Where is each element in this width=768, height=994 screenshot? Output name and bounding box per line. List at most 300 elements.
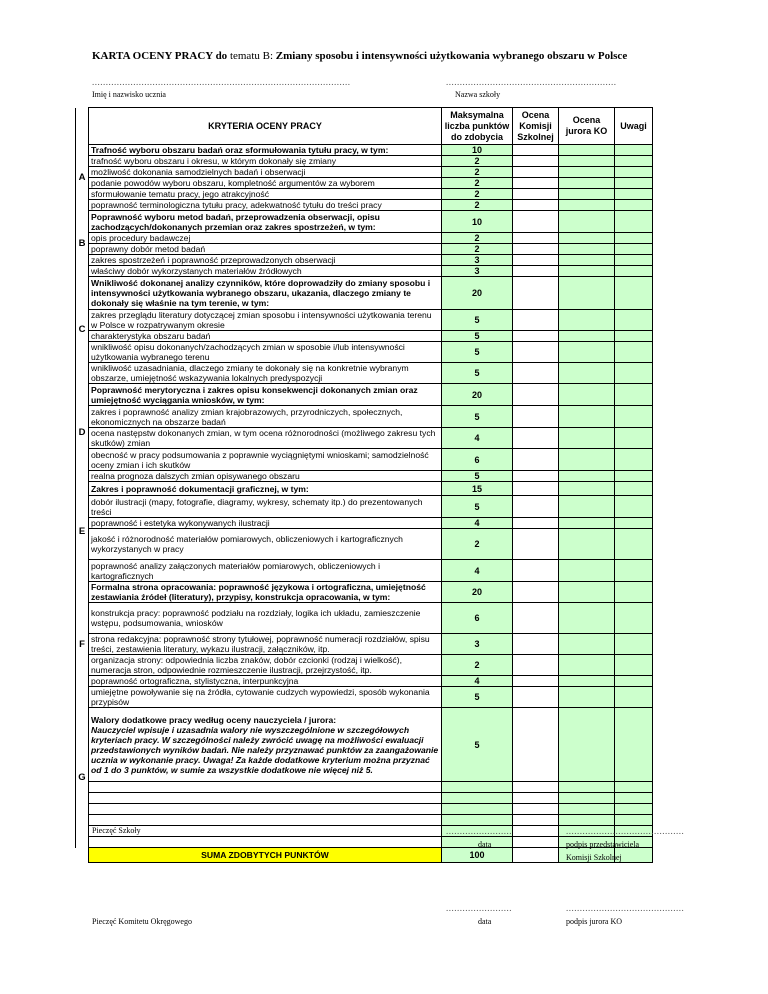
max-points: 5 [442, 331, 513, 342]
jury-score-cell[interactable] [559, 449, 615, 471]
criterion-label: możliwość dokonania samodzielnych badań i obserwacji [91, 167, 306, 177]
table-row [76, 145, 653, 156]
jury-score-cell[interactable] [559, 529, 615, 560]
table-row [76, 233, 653, 244]
extra-criterion-row [76, 815, 653, 826]
notes-cell[interactable] [615, 266, 653, 277]
criterion-label: zakres przeglądu literatury dotyczącej zmian sposobu i intensywności użytkowania terenu w Polsce w rozpatrywanym okresie [91, 310, 432, 330]
table-row [76, 200, 653, 211]
criterion-label: strona redakcyjna: poprawność strony tytułowej, poprawność numeracji rozdziałów, spisu treści, zestawienia literatury, wykazu ilustracji, załączników, itp. [91, 634, 430, 654]
school-stamp-label: Pieczęć Szkoły [92, 826, 141, 835]
table-row [76, 687, 653, 708]
notes-cell[interactable] [615, 200, 653, 211]
extra-max-points [442, 793, 513, 804]
notes-cell[interactable] [615, 145, 653, 156]
commission-score-cell[interactable] [513, 384, 559, 406]
max-points: 6 [442, 603, 513, 634]
extra-max-points [442, 782, 513, 793]
max-points: 2 [442, 233, 513, 244]
notes-cell[interactable] [615, 815, 653, 826]
criterion-text [89, 156, 442, 167]
table-row [76, 428, 653, 449]
notes-cell[interactable] [615, 560, 653, 582]
notes-cell[interactable] [615, 277, 653, 310]
jury-score-cell[interactable] [559, 384, 615, 406]
jury-score-cell[interactable] [559, 200, 615, 211]
table-row [76, 266, 653, 277]
commission-score-cell[interactable] [513, 406, 559, 428]
title-topic: Zmiany sposobu i intensywności użytkowania wybranego obszaru w Polsce [275, 50, 628, 62]
criterion-label: zakres spostrzeżeń i poprawność przeprowadzonych obserwacji [91, 255, 336, 265]
section-letter-c: C [76, 277, 89, 384]
commission-score-cell[interactable] [513, 178, 559, 189]
commission-score-cell[interactable] [513, 782, 559, 793]
max-points: 4 [442, 518, 513, 529]
criterion-label: poprawny dobór metod badań [91, 244, 206, 254]
max-points: 2 [442, 178, 513, 189]
max-points: 2 [442, 156, 513, 167]
notes-cell[interactable] [615, 582, 653, 603]
criterion-label: poprawność terminologiczna tytułu pracy, adekwatność tytułu do treści pracy [91, 200, 382, 210]
table-row [76, 363, 653, 384]
commission-score-cell[interactable] [513, 815, 559, 826]
criterion-label: podanie powodów wyboru obszaru, kompletność argumentów za wyborem [91, 178, 375, 188]
jury-score-cell[interactable] [559, 560, 615, 582]
notes-cell[interactable] [615, 189, 653, 200]
commission-date-line[interactable]: ........................ [446, 826, 512, 836]
table-row [76, 471, 653, 482]
criterion-label: dobór ilustracji (mapy, fotografie, diagramy, wykresy, schematy itp.) do prezentowanych treści [91, 496, 423, 517]
criterion-label: Poprawność wyboru metod badań, przeprowadzenia obserwacji, opisu zachodzących/dokonanych przemian oraz zakres spostrzeżeń, w tym: [91, 211, 380, 232]
criterion-text [89, 529, 442, 560]
criterion-note: Nauczyciel wpisuje i uzasadnia walory nie wyszczególnione w szczegółowych kryteriach pracy. W szczególności należy zwrócić uwagę na możliwości ewaluacji przedstawionych wyników badań. Nie należy przyznawać punktów za zaangażowanie ucznia w wykonanie pracy. Uwaga! Za każde dodatkowe kryterium można przyznać od 1 do 3 punktów, w sumie za wszystkie dodatkowe nie więcej niż 5. [91, 724, 439, 775]
commission-score-cell[interactable] [513, 277, 559, 310]
assessment-table [75, 107, 653, 863]
extra-criterion-row [76, 804, 653, 815]
criterion-label: Trafność wyboru obszaru badań oraz sformułowania tytułu pracy, w tym: [91, 145, 389, 155]
notes-cell[interactable] [615, 655, 653, 676]
section-letter-e: E [76, 482, 89, 582]
jury-score-cell[interactable] [559, 310, 615, 331]
commission-score-cell[interactable] [513, 200, 559, 211]
commission-score-cell[interactable] [513, 363, 559, 384]
jury-score-cell[interactable] [559, 482, 615, 496]
max-points: 2 [442, 200, 513, 211]
max-points: 5 [442, 687, 513, 708]
notes-cell[interactable] [615, 331, 653, 342]
extra-criterion-text[interactable] [89, 782, 442, 793]
criterion-text [89, 676, 442, 687]
extra-criterion-text[interactable] [89, 837, 442, 848]
jury-score-cell[interactable] [559, 634, 615, 655]
max-points: 5 [442, 342, 513, 363]
jury-score-cell[interactable] [559, 708, 615, 782]
max-points: 6 [442, 449, 513, 471]
notes-cell[interactable] [615, 233, 653, 244]
notes-cell[interactable] [615, 804, 653, 815]
max-points: 5 [442, 363, 513, 384]
criterion-text [89, 310, 442, 331]
criterion-label: sformułowanie tematu pracy, jego atrakcyjność [91, 189, 270, 199]
notes-cell[interactable] [615, 178, 653, 189]
jury-date-label: data [478, 917, 492, 926]
max-points: 5 [442, 708, 513, 782]
table-row [76, 211, 653, 233]
extra-max-points [442, 837, 513, 848]
jury-score-cell[interactable] [559, 255, 615, 266]
jury-score-cell[interactable] [559, 244, 615, 255]
header-criteria: KRYTERIA OCENY PRACY [89, 108, 442, 145]
table-row [76, 655, 653, 676]
criterion-text [89, 255, 442, 266]
notes-cell[interactable] [615, 793, 653, 804]
notes-cell[interactable] [615, 482, 653, 496]
notes-cell[interactable] [615, 708, 653, 782]
notes-cell[interactable] [615, 384, 653, 406]
jury-score-cell[interactable] [559, 189, 615, 200]
commission-signature-line[interactable]: ........................................... [566, 826, 685, 836]
table-row [76, 603, 653, 634]
max-points: 10 [442, 145, 513, 156]
jury-score-cell[interactable] [559, 804, 615, 815]
criterion-label: obecność w pracy podsumowania z poprawnie wyciągniętymi wnioskami; samodzielność oceny zmian i ich skutków [91, 449, 429, 470]
assessment-table-body [76, 108, 653, 863]
commission-date-label: data [478, 840, 492, 849]
max-points: 4 [442, 428, 513, 449]
commission-score-cell[interactable] [513, 342, 559, 363]
criterion-text [89, 496, 442, 518]
criterion-label: umiejętne powoływanie się na źródła, cytowanie cudzych wypowiedzi, sposób wykonania przypisów [91, 687, 430, 707]
criterion-text [89, 342, 442, 363]
criterion-label: realna prognoza dalszych zmian opisywanego obszaru [91, 471, 300, 481]
title-mid: tematu B: [229, 50, 274, 62]
criterion-label: wnikliwość opisu dokonanych/zachodzących zmian w sposobie i/lub intensywności użytkowania wybranego terenu [91, 342, 405, 362]
max-points: 2 [442, 655, 513, 676]
commission-score-cell[interactable] [513, 189, 559, 200]
commission-score-cell[interactable] [513, 145, 559, 156]
notes-cell[interactable] [615, 496, 653, 518]
criterion-text [89, 560, 442, 582]
criterion-text [89, 384, 442, 406]
criterion-text [89, 233, 442, 244]
max-points: 4 [442, 676, 513, 687]
commission-score-cell[interactable] [513, 244, 559, 255]
table-row [76, 449, 653, 471]
commission-score-cell[interactable] [513, 687, 559, 708]
max-points: 3 [442, 255, 513, 266]
jury-score-cell[interactable] [559, 782, 615, 793]
max-points: 4 [442, 560, 513, 582]
section-letter-f: F [76, 582, 89, 708]
page-title [92, 50, 627, 62]
max-points: 3 [442, 634, 513, 655]
commission-score-cell[interactable] [513, 156, 559, 167]
notes-cell[interactable] [615, 211, 653, 233]
jury-score-cell[interactable] [559, 178, 615, 189]
commission-score-cell[interactable] [513, 310, 559, 331]
table-row [76, 178, 653, 189]
notes-cell[interactable] [615, 634, 653, 655]
notes-cell[interactable] [615, 406, 653, 428]
jury-score-cell[interactable] [559, 582, 615, 603]
max-points: 15 [442, 482, 513, 496]
section-letter-b: B [76, 211, 89, 277]
section-letter-a: A [76, 145, 89, 211]
table-row [76, 560, 653, 582]
criterion-text [89, 211, 442, 233]
notes-cell[interactable] [615, 310, 653, 331]
jury-score-cell[interactable] [559, 167, 615, 178]
extra-criterion-text[interactable] [89, 804, 442, 815]
extra-criterion-row [76, 782, 653, 793]
criterion-text [89, 428, 442, 449]
jury-score-cell[interactable] [559, 277, 615, 310]
table-row [76, 342, 653, 363]
table-row [76, 582, 653, 603]
jury-score-cell[interactable] [559, 145, 615, 156]
commission-signature-label-2: Komisji Szkolnej [566, 853, 622, 862]
criterion-label: poprawność analizy załączonych materiałów pomiarowych, obliczeniowych i kartograficznych [91, 560, 380, 581]
extra-criterion-text[interactable] [89, 793, 442, 804]
commission-score-cell[interactable] [513, 255, 559, 266]
criterion-label: konstrukcja pracy: poprawność podziału na rozdziały, logika ich układu, zamieszczenie wstępu, podsumowania, wniosków [91, 608, 421, 628]
student-name-label: Imię i nazwisko ucznia [92, 90, 166, 99]
criterion-text [89, 471, 442, 482]
criterion-label: jakość i różnorodność materiałów pomiarowych, obliczeniowych i kartograficznych wykorzystanych w pracy [91, 534, 403, 554]
table-row [76, 529, 653, 560]
header-commission: Ocena Komisji Szkolnej [513, 108, 559, 145]
notes-cell[interactable] [615, 449, 653, 471]
jury-score-cell[interactable] [559, 331, 615, 342]
max-points: 20 [442, 582, 513, 603]
jury-score-cell[interactable] [559, 676, 615, 687]
commission-score-cell[interactable] [513, 211, 559, 233]
max-points: 3 [442, 266, 513, 277]
criterion-label: poprawność ortograficzna, stylistyczna, interpunkcyjna [91, 676, 299, 686]
jury-score-cell[interactable] [559, 655, 615, 676]
criterion-text [89, 582, 442, 603]
commission-score-cell[interactable] [513, 603, 559, 634]
district-stamp-label: Pieczęć Komitetu Okręgowego [92, 917, 192, 926]
header-jury: Ocena jurora KO [559, 108, 615, 145]
jury-score-cell[interactable] [559, 687, 615, 708]
header-notes: Uwagi [615, 108, 653, 145]
criterion-label: organizacja strony: odpowiednia liczba znaków, dobór czcionki (rodzaj i wielkość), numeracja stron, odpowiednie rozmieszczenie ilustracji, przejrzystość, itp. [91, 655, 402, 675]
commission-score-cell[interactable] [513, 804, 559, 815]
extra-max-points [442, 815, 513, 826]
jury-score-cell[interactable] [559, 406, 615, 428]
jury-score-cell[interactable] [559, 342, 615, 363]
sum-label: SUMA ZDOBYTYCH PUNKTÓW [89, 848, 442, 863]
criterion-label: Walory dodatkowe pracy według oceny nauczyciela / jurora: [91, 714, 337, 725]
criterion-text [89, 145, 442, 156]
criterion-text [89, 687, 442, 708]
table-row [76, 167, 653, 178]
extra-criterion-text[interactable] [89, 826, 442, 837]
jury-score-cell[interactable] [559, 233, 615, 244]
table-row [76, 244, 653, 255]
max-points: 2 [442, 244, 513, 255]
sum-value: 100 [442, 848, 513, 863]
max-points: 2 [442, 529, 513, 560]
notes-cell[interactable] [615, 782, 653, 793]
commission-score-cell[interactable] [513, 837, 559, 848]
criterion-text [89, 634, 442, 655]
criterion-text [89, 363, 442, 384]
max-points: 2 [442, 167, 513, 178]
table-row [76, 634, 653, 655]
jury-signature-line[interactable]: ........................................... [566, 903, 685, 913]
commission-score-cell[interactable] [513, 582, 559, 603]
criterion-text [89, 482, 442, 496]
commission-score-cell[interactable] [513, 266, 559, 277]
commission-score-cell[interactable] [513, 482, 559, 496]
table-row [76, 406, 653, 428]
commission-score-cell[interactable] [513, 471, 559, 482]
school-name-line[interactable]: .............................................................. [446, 77, 617, 87]
header-letter-cell [76, 108, 89, 145]
school-name-label: Nazwa szkoły [455, 90, 501, 99]
criterion-text [89, 331, 442, 342]
criterion-text [89, 655, 442, 676]
criterion-label: charakterystyka obszaru badań [91, 331, 211, 341]
criterion-text [89, 603, 442, 634]
criterion-text [89, 449, 442, 471]
max-points: 2 [442, 189, 513, 200]
notes-cell[interactable] [615, 603, 653, 634]
commission-score-cell[interactable] [513, 655, 559, 676]
criterion-text [89, 708, 442, 782]
max-points: 10 [442, 211, 513, 233]
extra-criterion-row [76, 793, 653, 804]
jury-date-line[interactable]: ........................ [446, 903, 512, 913]
extra-criterion-text[interactable] [89, 815, 442, 826]
extra-max-points [442, 804, 513, 815]
sum-spacer [76, 848, 89, 863]
notes-cell[interactable] [615, 342, 653, 363]
commission-score-cell[interactable] [513, 496, 559, 518]
jury-score-cell[interactable] [559, 156, 615, 167]
table-row [76, 518, 653, 529]
notes-cell[interactable] [615, 244, 653, 255]
commission-signature-label-1: podpis przedstawiciela [566, 840, 640, 849]
notes-cell[interactable] [615, 687, 653, 708]
jury-score-cell[interactable] [559, 815, 615, 826]
max-points: 5 [442, 471, 513, 482]
criterion-text [89, 244, 442, 255]
commission-score-cell[interactable] [513, 708, 559, 782]
criterion-text [89, 406, 442, 428]
criterion-text [89, 266, 442, 277]
criterion-text [89, 277, 442, 310]
commission-score-cell[interactable] [513, 233, 559, 244]
notes-cell[interactable] [615, 471, 653, 482]
criterion-text [89, 189, 442, 200]
jury-score-cell[interactable] [559, 603, 615, 634]
criterion-label: zakres i poprawność analizy zmian krajobrazowych, przyrodniczych, społecznych, ekonomicznych na obszarze badań [91, 406, 403, 427]
jury-score-cell[interactable] [559, 471, 615, 482]
section-letter-d: D [76, 384, 89, 482]
table-row [76, 384, 653, 406]
table-row [76, 496, 653, 518]
commission-score-cell[interactable] [513, 826, 559, 837]
notes-cell[interactable] [615, 529, 653, 560]
criterion-label: trafność wyboru obszaru i okresu, w którym dokonały się zmiany [91, 156, 337, 166]
header-max-points: Maksymalna liczba punktów do zdobycia [442, 108, 513, 145]
max-points: 5 [442, 310, 513, 331]
notes-cell[interactable] [615, 428, 653, 449]
commission-score-cell[interactable] [513, 793, 559, 804]
commission-score-cell[interactable] [513, 449, 559, 471]
table-row [76, 708, 653, 782]
max-points: 5 [442, 496, 513, 518]
criterion-label: Poprawność merytoryczna i zakres opisu konsekwencji dokonanych zmian oraz umiejętność wyciągania wniosków, w tym: [91, 384, 418, 405]
section-letter-g: G [76, 708, 89, 848]
notes-cell[interactable] [615, 676, 653, 687]
table-row [76, 482, 653, 496]
commission-score-cell[interactable] [513, 331, 559, 342]
max-points: 20 [442, 277, 513, 310]
criterion-label: opis procedury badawczej [91, 233, 191, 243]
table-row [76, 255, 653, 266]
jury-score-cell[interactable] [559, 793, 615, 804]
criterion-label: właściwy dobór wykorzystanych materiałów źródłowych [91, 266, 302, 276]
jury-score-cell[interactable] [559, 518, 615, 529]
max-points: 20 [442, 384, 513, 406]
table-row [76, 156, 653, 167]
table-row [76, 331, 653, 342]
notes-cell[interactable] [615, 156, 653, 167]
jury-score-cell[interactable] [559, 266, 615, 277]
jury-signature-label: podpis jurora KO [566, 917, 622, 926]
notes-cell[interactable] [615, 167, 653, 178]
commission-score-cell[interactable] [513, 428, 559, 449]
student-name-line[interactable]: .............................................................................................. [92, 77, 351, 87]
criterion-label: Formalna strona opracowania: poprawność językowa i ortograficzna, umiejętność zestawiania źródeł (literatury), przypisy, konstrukcja opracowania, w tym: [91, 582, 426, 602]
commission-score-cell[interactable] [513, 529, 559, 560]
jury-score-cell[interactable] [559, 496, 615, 518]
criterion-label: Zakres i poprawność dokumentacji graficznej, w tym: [91, 483, 309, 494]
table-row [76, 189, 653, 200]
table-row [76, 277, 653, 310]
commission-score-cell[interactable] [513, 167, 559, 178]
sum-commission-cell[interactable] [513, 848, 559, 863]
criterion-text [89, 178, 442, 189]
criterion-text [89, 200, 442, 211]
table-row [76, 676, 653, 687]
max-points: 5 [442, 406, 513, 428]
notes-cell[interactable] [615, 518, 653, 529]
criterion-text [89, 518, 442, 529]
commission-score-cell[interactable] [513, 676, 559, 687]
criterion-label: poprawność i estetyka wykonywanych ilustracji [91, 518, 270, 528]
criterion-text [89, 167, 442, 178]
criterion-label: ocena następstw dokonanych zmian, w tym ocena różnorodności (możliwego zakresu tych skutków) zmian [91, 428, 436, 448]
jury-score-cell[interactable] [559, 363, 615, 384]
jury-score-cell[interactable] [559, 211, 615, 233]
criterion-label: Wnikliwość dokonanej analizy czynników, które doprowadziły do zmiany sposobu i intensywności użytkowania wybranego obszaru, ukazania, dlaczego zmiany te dokonały się właśnie na tym terenie, w tym: [91, 278, 431, 308]
commission-score-cell[interactable] [513, 634, 559, 655]
commission-score-cell[interactable] [513, 518, 559, 529]
title-prefix: KARTA OCENY PRACY do [92, 50, 228, 62]
table-row [76, 310, 653, 331]
commission-score-cell[interactable] [513, 560, 559, 582]
notes-cell[interactable] [615, 255, 653, 266]
table-header-row [76, 108, 653, 145]
notes-cell[interactable] [615, 363, 653, 384]
jury-score-cell[interactable] [559, 428, 615, 449]
criterion-label: wnikliwość uzasadniania, dlaczego zmiany te dokonały się na konkretnie wybranym obszarze, umiejętność wskazywania lokalnych predyspozycji [91, 363, 409, 383]
